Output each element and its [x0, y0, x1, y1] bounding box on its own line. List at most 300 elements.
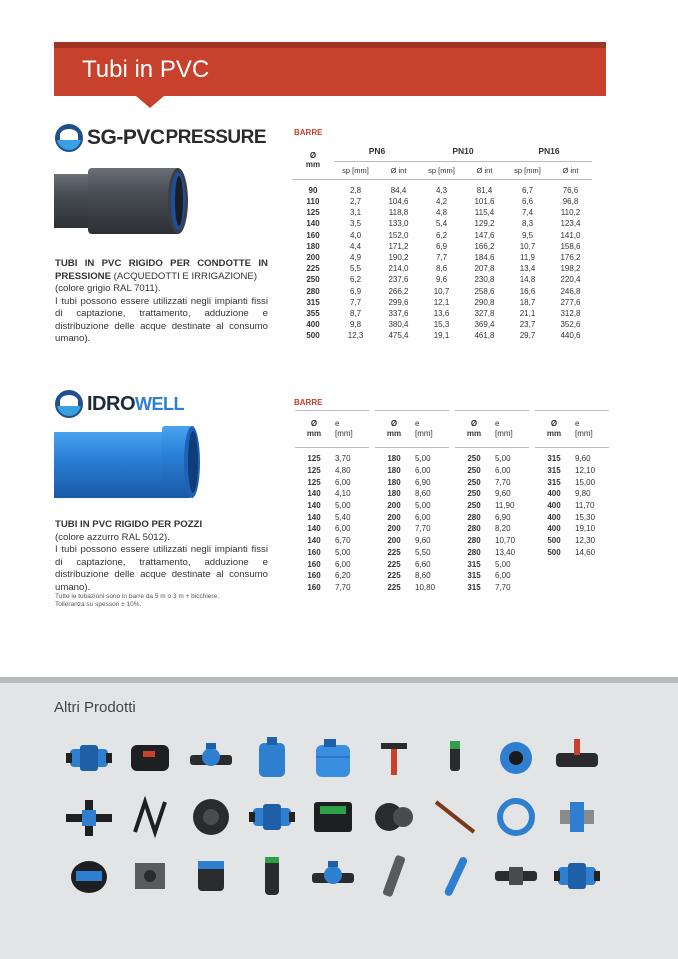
inline-valve-icon — [186, 733, 236, 783]
table-cell-thickness: 19,10 — [575, 524, 596, 534]
table-cell-diameter: 125 — [307, 454, 321, 464]
table-cell-value: 115,4 — [474, 208, 495, 218]
table-cell-value: 8,6 — [435, 264, 448, 274]
table-cell-thickness: 6,90 — [495, 512, 511, 522]
table-cell-diameter: 250 — [467, 501, 481, 511]
sg-pvc-brand: SG-PVC — [87, 126, 165, 149]
table-cell-thickness: 6,00 — [495, 466, 511, 476]
table-row — [375, 570, 449, 582]
table-cell-thickness: 7,70 — [495, 582, 511, 592]
idrowell-note-line2: Tolleranza su spessori ± 10%. — [55, 601, 142, 608]
table-cell-value: 101,6 — [474, 197, 495, 207]
table-cell-thickness: 4,10 — [335, 489, 351, 499]
banner-notch — [136, 96, 164, 108]
table-cell-diameter: 400 — [306, 320, 320, 330]
table-subheader: Ø int — [549, 161, 592, 179]
idrowell-dia-header — [375, 419, 413, 439]
table-cell-thickness: 6,00 — [335, 559, 351, 569]
valve-box-icon — [308, 792, 358, 842]
table-row — [295, 547, 369, 559]
table-cell-thickness: 5,00 — [335, 547, 351, 557]
ball-valve-icon — [552, 733, 602, 783]
table-cell-value: 19,1 — [433, 331, 450, 341]
idrowell-color-note: (colore azzurro RAL 5012). — [55, 531, 170, 543]
table-cell-value: 266,2 — [388, 286, 409, 296]
inline-connector-icon — [491, 851, 541, 901]
table-cell-value: 158,6 — [560, 241, 581, 251]
blue-coupling-icon — [247, 792, 297, 842]
table-cell-value: 12,1 — [433, 297, 450, 307]
table-cell-thickness: 8,60 — [415, 571, 431, 581]
table-row — [375, 547, 449, 559]
table-row — [292, 297, 592, 308]
idrowell-brand-suffix: WELL — [135, 393, 184, 414]
table-cell-value: 214,0 — [388, 264, 409, 274]
idrowell-group-header — [455, 410, 529, 448]
table-row — [292, 274, 592, 285]
table-cell-value: 14,8 — [519, 275, 536, 285]
idrowell-dia-header — [455, 419, 493, 439]
insertion-tool-icon — [430, 851, 480, 901]
table-cell-diameter: 140 — [307, 524, 321, 534]
idrowell-dia-header — [295, 419, 333, 439]
table-cell-thickness: 5,00 — [495, 559, 511, 569]
page-banner — [54, 42, 606, 96]
sg-pvc-description-head: TUBI IN PVC RIGIDO PER CONDOTTE IN PRESSIONE — [55, 258, 268, 282]
table-cell-thickness: 13,40 — [495, 547, 516, 557]
table-row — [455, 453, 529, 465]
table-row — [375, 523, 449, 535]
compression-coupling-icon — [64, 733, 114, 783]
table-cell-diameter: 140 — [307, 501, 321, 511]
table-cell-value: 352,6 — [560, 320, 581, 330]
table-cell-value: 166,2 — [474, 241, 495, 251]
table-cell-diameter: 315 — [467, 571, 481, 581]
table-cell-value: 12,3 — [347, 331, 364, 341]
table-cell-value: 11,9 — [520, 253, 535, 263]
idrowell-dia-label: Ø — [550, 419, 558, 428]
table-cell-value: 277,6 — [560, 297, 581, 307]
table-row — [535, 488, 609, 500]
table-cell-value: 4,9 — [349, 253, 362, 263]
idrowell-e-unit: [mm] — [575, 429, 593, 438]
table-cell-value: 171,2 — [388, 241, 409, 251]
table-cell-value: 16,6 — [519, 286, 536, 296]
table-cell-diameter: 280 — [306, 286, 320, 296]
table-cell-value: 327,8 — [474, 308, 495, 318]
table-cell-value: 147,6 — [474, 230, 495, 240]
table-cell-value: 461,8 — [474, 331, 495, 341]
table-cell-value: 96,8 — [562, 197, 579, 207]
table-cell-thickness: 7,70 — [495, 477, 511, 487]
idrowell-description — [55, 519, 268, 594]
table-cell-thickness: 10,80 — [415, 582, 436, 592]
table-cell-diameter: 250 — [467, 477, 481, 487]
table-cell-thickness: 14,60 — [575, 547, 596, 557]
table-row — [375, 558, 449, 570]
table-cell-value: 15,3 — [433, 320, 450, 330]
table-cell-diameter: 90 — [308, 186, 318, 196]
pressure-tank-icon — [247, 733, 297, 783]
table-cell-thickness: 4,80 — [335, 466, 351, 476]
table-dia-header — [292, 141, 334, 179]
table-cell-thickness: 9,60 — [415, 536, 431, 546]
table-row — [455, 547, 529, 559]
table-row — [295, 465, 369, 477]
table-cell-value: 9,6 — [435, 275, 448, 285]
table-cell-value: 18,7 — [519, 297, 536, 307]
sg-pvc-barre-label: BARRE — [294, 128, 323, 137]
table-cell-diameter: 180 — [306, 241, 320, 251]
table-row — [535, 523, 609, 535]
table-cell-diameter: 280 — [467, 536, 481, 546]
sg-pvc-description-body: I tubi possono essere utilizzati negli impianti fissi di captazione, trattamento, adduzione e distribuzione delle acque destinate al consumo umano). — [55, 295, 268, 344]
grey-pvc-pipe-image — [54, 164, 188, 240]
sprinkler-icon — [369, 733, 419, 783]
idrowell-description-head: TUBI IN PVC RIGIDO PER POZZI — [55, 519, 203, 530]
table-cell-diameter: 180 — [387, 477, 401, 487]
table-row — [455, 523, 529, 535]
table-row — [535, 465, 609, 477]
table-cell-value: 184,6 — [474, 253, 495, 263]
table-cell-value: 21,1 — [519, 308, 536, 318]
table-cell-value: 29,7 — [519, 331, 536, 341]
table-subheader: Ø int — [377, 161, 420, 179]
table-row — [292, 207, 592, 218]
table-cell-diameter: 250 — [467, 466, 481, 476]
table-row — [295, 488, 369, 500]
idrowell-e-label: e — [415, 419, 420, 428]
table-row — [292, 179, 592, 196]
table-cell-value: 76,6 — [562, 186, 579, 196]
hose-reel-icon — [491, 792, 541, 842]
table-row — [375, 582, 449, 594]
table-cell-value: 220,4 — [560, 275, 581, 285]
sg-pvc-logo — [55, 124, 266, 152]
table-row — [292, 196, 592, 207]
blue-fitting-icon — [491, 733, 541, 783]
table-row — [375, 535, 449, 547]
manifold-icon — [125, 851, 175, 901]
idrowell-table-group — [455, 410, 529, 593]
table-cell-value: 7,7 — [349, 297, 362, 307]
idrowell-dia-unit: mm — [386, 429, 402, 438]
table-row — [455, 500, 529, 512]
table-cell-thickness: 8,60 — [415, 489, 431, 499]
table-cell-diameter: 180 — [387, 454, 401, 464]
table-cell-value: 8,3 — [521, 219, 534, 229]
table-cell-diameter: 200 — [387, 524, 401, 534]
table-row — [375, 453, 449, 465]
table-dia-unit: mm — [305, 159, 321, 169]
table-row — [292, 319, 592, 330]
table-cell-value: 198,2 — [560, 264, 581, 274]
table-row — [295, 476, 369, 488]
sg-pvc-description-head-suffix: (ACQUEDOTTI E IRRIGAZIONE) — [110, 270, 258, 282]
table-cell-diameter: 315 — [547, 454, 561, 464]
table-cell-diameter: 250 — [467, 454, 481, 464]
table-cell-value: 475,4 — [388, 331, 409, 341]
table-row — [292, 252, 592, 263]
table-cell-diameter: 200 — [387, 536, 401, 546]
reducer-icon — [369, 792, 419, 842]
table-cell-diameter: 280 — [467, 512, 481, 522]
table-cell-thickness: 6,70 — [335, 536, 351, 546]
table-row — [375, 476, 449, 488]
table-cell-thickness: 5,00 — [335, 501, 351, 511]
drip-line-icon — [430, 792, 480, 842]
table-cell-value: 4,8 — [435, 208, 448, 218]
table-cell-diameter: 140 — [307, 512, 321, 522]
table-cell-value: 6,7 — [521, 186, 534, 196]
idrowell-e-label: e — [335, 419, 340, 428]
idrowell-e-label: e — [575, 419, 580, 428]
table-row — [295, 453, 369, 465]
idrowell-table-group — [295, 410, 369, 593]
table-cell-value: 7,4 — [521, 208, 534, 218]
idrowell-logo — [55, 390, 184, 418]
table-cell-thickness: 7,70 — [335, 582, 351, 592]
idrowell-dia-label: Ø — [310, 419, 318, 428]
table-cell-thickness: 7,70 — [415, 524, 431, 534]
table-cell-value: 190,2 — [388, 253, 409, 263]
table-row — [455, 488, 529, 500]
idrowell-dia-unit: mm — [546, 429, 562, 438]
table-row — [295, 523, 369, 535]
table-row — [292, 263, 592, 274]
table-cell-value: 176,2 — [560, 253, 581, 263]
table-cell-diameter: 200 — [306, 253, 320, 263]
table-cell-diameter: 225 — [387, 547, 401, 557]
table-cell-value: 440,6 — [560, 331, 581, 341]
table-cell-thickness: 6,00 — [495, 571, 511, 581]
table-cell-value: 118,8 — [388, 208, 409, 218]
table-row — [295, 558, 369, 570]
sg-pvc-color-note: (colore grigio RAL 7011). — [55, 283, 161, 294]
table-row — [455, 476, 529, 488]
table-cell-diameter: 400 — [547, 524, 561, 534]
idrowell-group-header — [535, 410, 609, 448]
table-cell-diameter: 125 — [307, 466, 321, 476]
table-cell-thickness: 11,90 — [495, 501, 515, 511]
idrowell-e-header — [333, 419, 369, 439]
idrowell-barre-label: BARRE — [294, 398, 323, 407]
idrowell-brand: IDRO — [87, 392, 135, 415]
table-cell-diameter: 315 — [547, 477, 561, 487]
table-cell-value: 123,4 — [560, 219, 581, 229]
idrowell-e-unit: [mm] — [335, 429, 353, 438]
table-cell-value: 129,2 — [474, 219, 495, 229]
table-cell-diameter: 315 — [467, 582, 481, 592]
table-cell-diameter: 225 — [387, 559, 401, 569]
table-row — [295, 570, 369, 582]
idrowell-dia-label: Ø — [470, 419, 478, 428]
table-cell-value: 104,6 — [388, 197, 409, 207]
table-subheader: sp [mm] — [334, 161, 377, 179]
table-cell-diameter: 225 — [387, 571, 401, 581]
table-row — [295, 535, 369, 547]
table-cell-thickness: 9,60 — [575, 454, 591, 464]
table-row — [292, 241, 592, 252]
blue-pvc-pipe-image — [54, 424, 202, 500]
table-cell-diameter: 160 — [307, 571, 321, 581]
table-cell-value: 9,8 — [349, 320, 362, 330]
table-group-pn6: PN6 — [334, 141, 420, 161]
table-subheader: sp [mm] — [420, 161, 463, 179]
table-cell-value: 5,4 — [435, 219, 448, 229]
table-cell-value: 5,5 — [349, 264, 362, 274]
water-tank-icon — [308, 733, 358, 783]
table-cell-thickness: 3,70 — [335, 454, 351, 464]
table-cell-thickness: 5,40 — [335, 512, 351, 522]
table-cell-value: 23,7 — [519, 320, 536, 330]
filter-icon — [64, 851, 114, 901]
table-cell-diameter: 250 — [467, 489, 481, 499]
table-cell-diameter: 400 — [547, 501, 561, 511]
riser-pipe-icon — [369, 851, 419, 901]
table-cell-diameter: 125 — [307, 477, 321, 487]
idrowell-e-header — [493, 419, 529, 439]
table-row — [535, 476, 609, 488]
table-cell-value: 4,0 — [349, 230, 362, 240]
table-cell-thickness: 5,00 — [415, 501, 431, 511]
table-cell-diameter: 355 — [306, 308, 320, 318]
table-cell-diameter: 500 — [547, 547, 561, 557]
sg-pvc-logo-icon — [55, 124, 83, 152]
table-cell-thickness: 6,00 — [415, 466, 431, 476]
table-cell-thickness: 11,70 — [575, 501, 595, 511]
idrowell-dia-label: Ø — [390, 419, 398, 428]
table-cell-diameter: 500 — [306, 331, 320, 341]
table-cell-diameter: 140 — [307, 536, 321, 546]
table-cell-thickness: 10,70 — [495, 536, 516, 546]
table-cell-value: 380,4 — [388, 320, 409, 330]
table-cell-value: 6,9 — [349, 286, 362, 296]
table-cell-value: 7,7 — [435, 253, 448, 263]
table-cell-value: 230,8 — [474, 275, 495, 285]
table-cell-diameter: 160 — [307, 547, 321, 557]
table-cell-diameter: 315 — [467, 559, 481, 569]
sg-pvc-table — [292, 141, 592, 341]
table-cell-thickness: 5,00 — [495, 454, 511, 464]
table-cell-value: 312,8 — [560, 308, 581, 318]
table-cell-value: 133,0 — [388, 219, 409, 229]
table-cell-value: 84,4 — [390, 186, 407, 196]
idrowell-e-unit: [mm] — [495, 429, 513, 438]
end-cap-icon — [186, 851, 236, 901]
page-title: Tubi in PVC — [82, 56, 210, 83]
idrowell-group-header — [375, 410, 449, 448]
idrowell-e-unit: [mm] — [415, 429, 433, 438]
table-cell-value: 3,5 — [349, 219, 362, 229]
table-cell-value: 369,4 — [474, 320, 495, 330]
table-row — [535, 453, 609, 465]
table-cell-value: 4,4 — [349, 241, 362, 251]
table-cell-value: 299,6 — [388, 297, 409, 307]
table-row — [292, 330, 592, 341]
idrowell-description-body: I tubi possono essere utilizzati negli impianti fissi di captazione, trattamento, adduzione e distribuzione delle acque destinate al consumo umano). — [55, 544, 268, 593]
table-cell-value: 258,6 — [474, 286, 495, 296]
drip-emitter-icon — [430, 733, 480, 783]
table-cell-diameter: 140 — [306, 219, 320, 229]
table-row — [535, 547, 609, 559]
table-cell-value: 337,6 — [388, 308, 409, 318]
table-subheader: Ø int — [463, 161, 506, 179]
table-row — [375, 488, 449, 500]
table-cell-value: 4,2 — [435, 197, 448, 207]
idrowell-e-label: e — [495, 419, 500, 428]
idrowell-table-group — [535, 410, 609, 558]
drip-stake-icon — [125, 792, 175, 842]
table-cell-value: 2,7 — [349, 197, 362, 207]
table-row — [455, 570, 529, 582]
table-cell-thickness: 15,00 — [575, 477, 596, 487]
table-cell-thickness: 6,90 — [415, 477, 431, 487]
table-dia-label: Ø — [309, 150, 317, 160]
table-row — [295, 511, 369, 523]
table-cell-diameter: 315 — [306, 297, 320, 307]
idrowell-logo-icon — [55, 390, 83, 418]
tee-fitting-icon — [64, 792, 114, 842]
table-cell-diameter: 140 — [307, 489, 321, 499]
table-cell-value: 141,0 — [560, 230, 581, 240]
table-cell-diameter: 180 — [387, 466, 401, 476]
drip-valve-icon — [308, 851, 358, 901]
idrowell-note-line1: Tutte le tubazioni sono in barre da 5 m o 3 m + bicchiere. — [55, 593, 219, 600]
table-row — [295, 582, 369, 594]
electrofusion-coupler-icon — [125, 733, 175, 783]
table-cell-value: 13,6 — [433, 308, 450, 318]
table-cell-value: 6,9 — [435, 241, 448, 251]
table-row — [455, 465, 529, 477]
table-group-pn16: PN16 — [506, 141, 592, 161]
table-cell-thickness: 12,30 — [575, 536, 596, 546]
table-group-pn10: PN10 — [420, 141, 506, 161]
table-cell-diameter: 225 — [306, 264, 320, 274]
table-cell-value: 6,2 — [435, 230, 448, 240]
table-subheader: sp [mm] — [506, 161, 549, 179]
table-cell-value: 6,2 — [349, 275, 362, 285]
table-cell-value: 4,3 — [435, 186, 448, 196]
table-row — [455, 511, 529, 523]
air-valve-icon — [247, 851, 297, 901]
table-cell-thickness: 6,00 — [335, 524, 351, 534]
table-cell-value: 13,4 — [519, 264, 536, 274]
table-row — [535, 500, 609, 512]
table-row — [295, 500, 369, 512]
table-cell-thickness: 6,00 — [415, 512, 431, 522]
table-cell-value: 8,7 — [349, 308, 362, 318]
table-cell-thickness: 8,20 — [495, 524, 511, 534]
table-row — [535, 535, 609, 547]
table-cell-thickness: 9,80 — [575, 489, 591, 499]
table-cell-value: 81,4 — [476, 186, 493, 196]
table-cell-thickness: 6,00 — [335, 477, 351, 487]
table-row — [455, 535, 529, 547]
other-products-title: Altri Prodotti — [54, 699, 136, 716]
table-cell-diameter: 180 — [387, 489, 401, 499]
flange-adapter-icon — [186, 792, 236, 842]
table-cell-diameter: 280 — [467, 547, 481, 557]
table-cell-diameter: 200 — [387, 512, 401, 522]
table-cell-value: 290,8 — [474, 297, 495, 307]
table-cell-value: 6,6 — [521, 197, 534, 207]
table-cell-value: 152,0 — [388, 230, 409, 240]
table-cell-diameter: 250 — [306, 275, 320, 285]
table-cell-diameter: 225 — [387, 582, 401, 592]
table-cell-thickness: 15,30 — [575, 512, 596, 522]
elbow-coupling-icon — [552, 851, 602, 901]
